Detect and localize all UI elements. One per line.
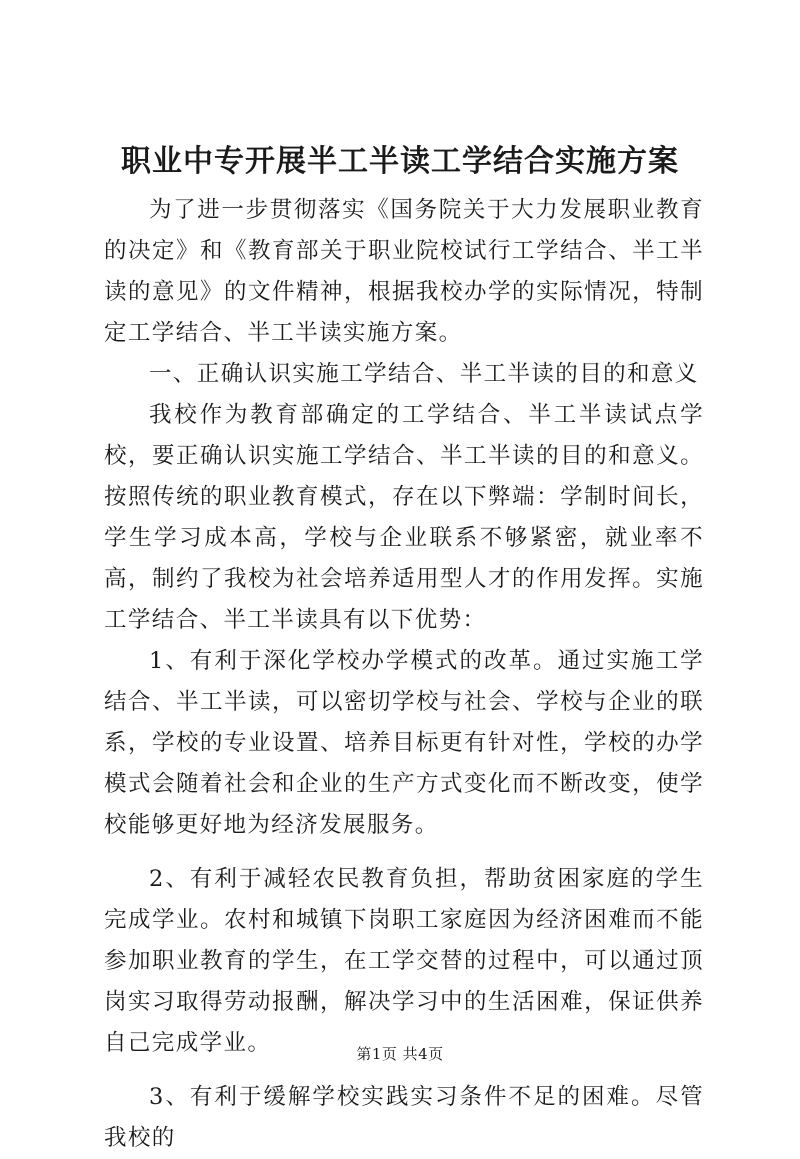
section-heading-1: 一、正确认识实施工学结合、半工半读的目的和意义 (149, 361, 699, 387)
document-body (104, 190, 704, 1159)
paragraph-item-1: 1、有利于深化学校办学模式的改革。通过实施工学结合、半工半读，可以密切学校与社会、学校与企业的联系，学校的专业设置、培养目标更有针对性，学校的办学模式会随着社会和企业的生产方式变化而不断改变，使学校能够更好地为经济发展服务。 (104, 648, 704, 838)
paragraph-item-2: 2、有利于减轻农民教育负担，帮助贫困家庭的学生完成学业。农村和城镇下岗职工家庭因为经济困难而不能参加职业教育的学生，在工学交替的过程中，可以通过顶岗实习取得劳动报酬，解决学习中的生活困难，保证供养自己完成学业。 (104, 866, 704, 1056)
paragraph-item-3: 3、有利于缓解学校实践实习条件不足的困难。尽管我校的 (104, 1084, 704, 1151)
paragraph-intro: 为了进一步贯彻落实《国务院关于大力发展职业教育的决定》和《教育部关于职业院校试行工学结合、半工半读的意见》的文件精神，根据我校办学的实际情况，特制定工学结合、半工半读实施方案。 (104, 197, 704, 346)
paragraph-section-1: 我校作为教育部确定的工学结合、半工半读试点学校，要正确认识实施工学结合、半工半读的目的和意义。按照传统的职业教育模式，存在以下弊端：学制时间长，学生学习成本高，学校与企业联系不够紧密，就业率不高，制约了我校为社会培养适用型人才的作用发挥。实施工学结合、半工半读具有以下优势： (104, 402, 704, 633)
page-number-footer: 第1页 共4页 (356, 1045, 444, 1063)
document-title: 职业中专开展半工半读工学结合实施方案 (121, 144, 679, 179)
